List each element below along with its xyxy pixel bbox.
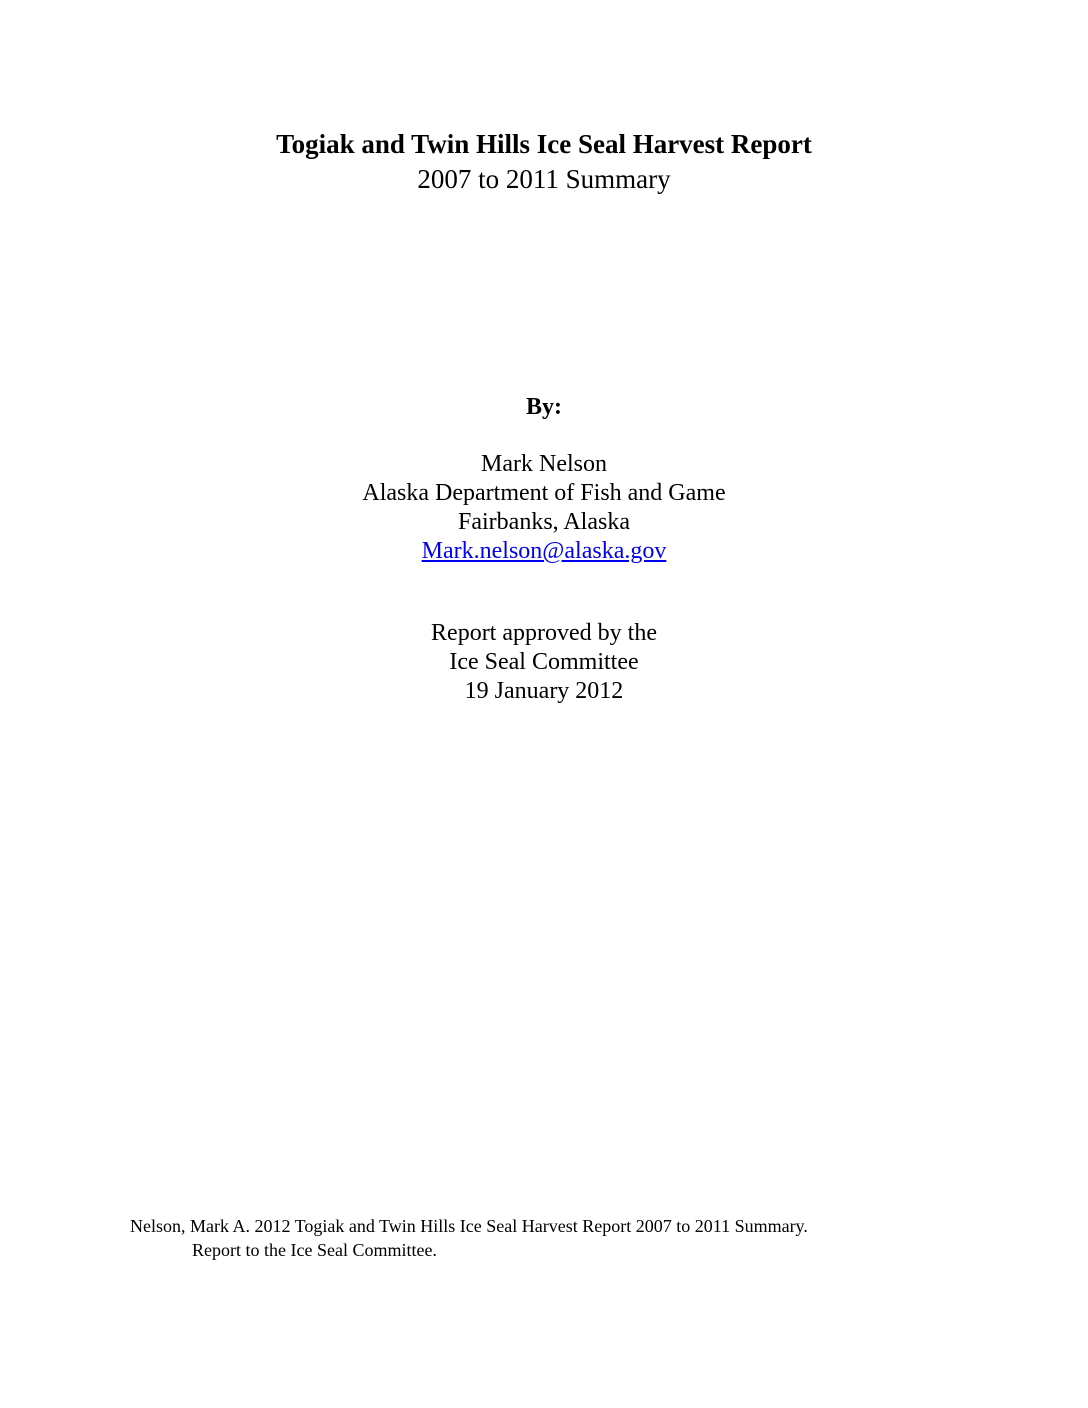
citation — [130, 1214, 990, 1262]
author-email-line — [0, 537, 1088, 566]
report-title: Togiak and Twin Hills Ice Seal Harvest Report — [276, 129, 812, 159]
report-subtitle: 2007 to 2011 Summary — [417, 164, 671, 194]
author-organization: Alaska Department of Fish and Game — [362, 480, 726, 506]
approval-line-2: Ice Seal Committee — [449, 649, 639, 675]
author-email-link[interactable]: Mark.nelson@alaska.gov — [421, 538, 667, 564]
author-name: Mark Nelson — [481, 451, 607, 477]
citation-line-1: Nelson, Mark A. 2012 Togiak and Twin Hills Ice Seal Harvest Report 2007 to 2011 Summary. — [130, 1216, 808, 1236]
by-label: By: — [526, 394, 562, 420]
author-block — [0, 392, 1088, 566]
author-location: Fairbanks, Alaska — [458, 509, 630, 535]
approval-block — [0, 619, 1088, 706]
approval-line-1: Report approved by the — [431, 620, 657, 646]
approval-date: 19 January 2012 — [464, 678, 624, 704]
citation-line-2: Report to the Ice Seal Committee. — [192, 1240, 437, 1260]
title-block — [0, 126, 1088, 196]
